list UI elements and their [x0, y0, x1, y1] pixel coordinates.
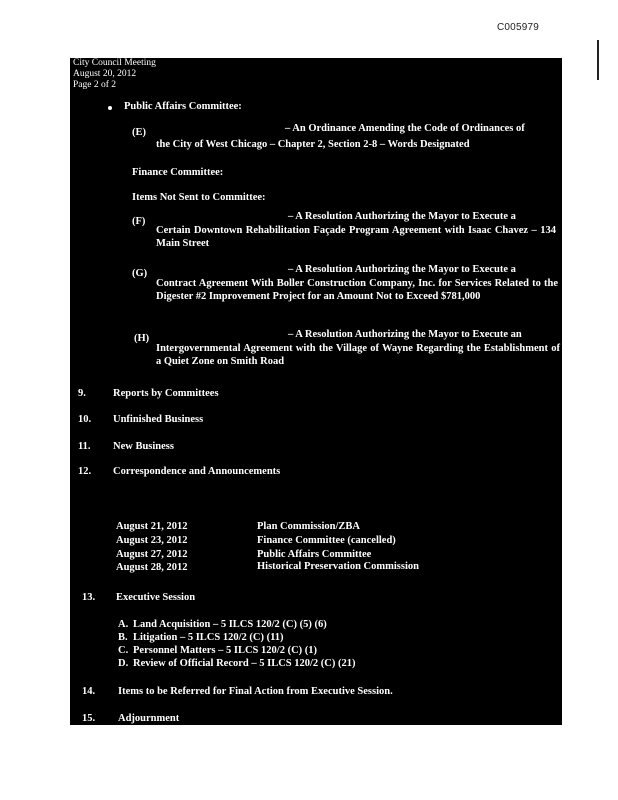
exec-item-letter: C.	[118, 645, 129, 656]
section-11-title: New Business	[113, 441, 174, 452]
section-13-number: 13.	[82, 592, 96, 603]
header-date: August 20, 2012	[73, 69, 137, 79]
announcement-event: Historical Preservation Commission	[257, 561, 419, 572]
section-14-title: Items to be Referred for Final Action from Executive Session.	[118, 686, 393, 697]
item-h-lead: – A Resolution Authorizing the Mayor to Execute an	[288, 329, 522, 340]
section-14-number: 14.	[82, 686, 96, 697]
exec-item-text: Land Acquisition – 5 ILCS 120/2 (C) (5) (6)	[133, 619, 327, 630]
announcement-date: August 23, 2012	[116, 535, 188, 546]
document-id: C005979	[497, 22, 539, 33]
item-f-lead: – A Resolution Authorizing the Mayor to Execute a	[288, 211, 516, 222]
section-10-number: 10.	[78, 414, 92, 425]
exec-item-letter: D.	[118, 658, 129, 669]
item-f-text: Certain Downtown Rehabilitation Façade Program Agreement with Isaac Chavez – 134 Main Street	[156, 225, 556, 249]
item-h-letter: (H)	[134, 333, 150, 344]
announcement-date: August 27, 2012	[116, 549, 188, 560]
announcement-date: August 28, 2012	[116, 562, 188, 573]
exec-item-letter: A.	[118, 619, 129, 630]
section-12-number: 12.	[78, 466, 92, 477]
exec-item-text: Review of Official Record – 5 ILCS 120/2 (C) (21)	[133, 658, 356, 669]
agenda-page	[70, 58, 562, 725]
section-9-title: Reports by Committees	[113, 388, 219, 399]
header-page: Page 2 of 2	[73, 80, 117, 90]
announcement-date: August 21, 2012	[116, 521, 188, 532]
item-e-line1: – An Ordinance Amending the Code of Ordinances of	[285, 123, 525, 134]
announcement-event: Public Affairs Committee	[257, 549, 372, 560]
item-f-letter: (F)	[132, 216, 146, 227]
item-e-line2: the City of West Chicago – Chapter 2, Section 2-8 – Words Designated	[156, 139, 470, 150]
item-g-letter: (G)	[132, 268, 148, 279]
exec-item-text: Litigation – 5 ILCS 120/2 (C) (11)	[133, 632, 284, 643]
announcement-event: Plan Commission/ZBA	[257, 521, 360, 532]
item-h-text: Intergovernmental Agreement with the Village of Wayne Regarding the Establishment of a Quiet Zone on Smith Road	[156, 343, 560, 367]
announcement-event: Finance Committee (cancelled)	[257, 535, 396, 546]
finance-heading: Finance Committee:	[132, 167, 224, 178]
section-11-number: 11.	[78, 441, 91, 452]
section-12-title: Correspondence and Announcements	[113, 466, 281, 477]
header-title: City Council Meeting	[73, 58, 156, 68]
item-g-text: Contract Agreement With Boller Construction Company, Inc. for Services Related to the Digester #2 Improvement Project for an Amount Not to Exceed $781,000	[156, 278, 558, 302]
exec-item-text: Personnel Matters – 5 ILCS 120/2 (C) (1)	[133, 645, 318, 656]
item-g-lead: – A Resolution Authorizing the Mayor to Execute a	[288, 264, 516, 275]
section-15-title: Adjournment	[118, 713, 180, 724]
section-9-number: 9.	[78, 388, 86, 399]
scan-edge-mark	[597, 40, 599, 80]
bullet-icon	[108, 106, 112, 110]
section-15-number: 15.	[82, 713, 96, 724]
exec-item-letter: B.	[118, 632, 128, 643]
section-13-title: Executive Session	[116, 592, 196, 603]
item-e-letter: (E)	[132, 127, 146, 138]
not-sent-heading: Items Not Sent to Committee:	[132, 192, 266, 203]
public-affairs-heading: Public Affairs Committee:	[124, 101, 242, 112]
section-10-title: Unfinished Business	[113, 414, 204, 425]
